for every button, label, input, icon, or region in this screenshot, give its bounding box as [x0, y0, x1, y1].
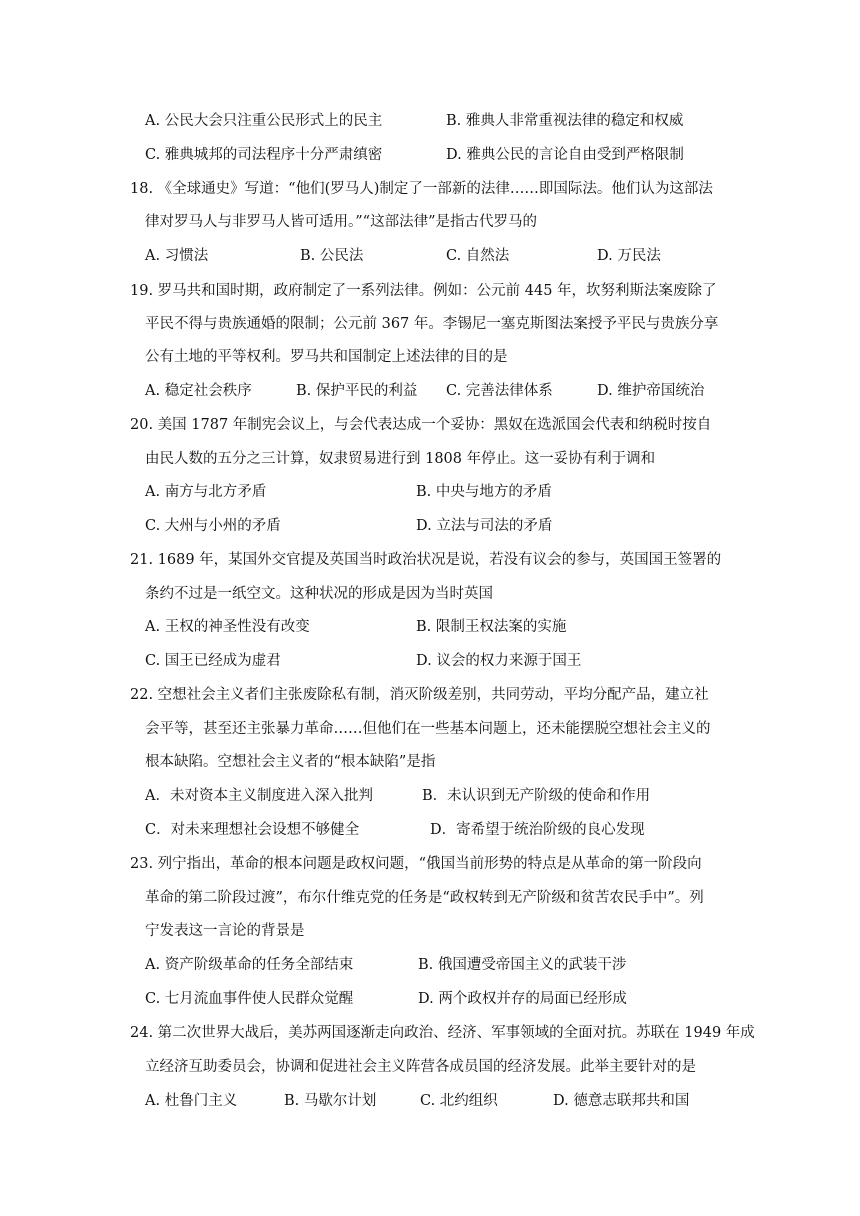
question-text: 由民人数的五分之三计算，奴隶贸易进行到 1808 年停止。这一妥协有利于调和 — [145, 451, 656, 467]
option-a: A. 稳定社会秩序 — [145, 383, 252, 399]
option-d: D．寄希望于统治阶级的良心发现 — [430, 822, 645, 838]
question-text: 公有土地的平等权利。罗马共和国制定上述法律的目的是 — [145, 349, 508, 365]
option-c: C. 国王已经成为虚君 — [145, 653, 281, 669]
question-text: 革命的第二阶段过渡”，布尔什维克党的任务是“政权转到无产阶级和贫苦农民手中”。列 — [145, 890, 704, 906]
question-text: 条约不过是一纸空文。这种状况的形成是因为当时英国 — [145, 586, 493, 602]
option-a: A. 公民大会只注重公民形式上的民主 — [145, 113, 383, 129]
option-c: C. 完善法律体系 — [446, 383, 553, 399]
option-c: C. 北约组织 — [420, 1093, 498, 1109]
question-text: 22. 空想社会主义者们主张废除私有制，消灭阶级差别，共同劳动，平均分配产品，建立社 — [130, 687, 709, 703]
question-text: 平民不得与贵族通婚的限制；公元前 367 年。李锡尼一塞克斯图法案授予平民与贵族分享 — [145, 316, 719, 332]
option-c: C. 七月流血事件使人民群众觉醒 — [145, 991, 354, 1007]
option-d: D. 德意志联邦共和国 — [553, 1093, 690, 1109]
option-a: A. 资产阶级革命的任务全部结束 — [145, 957, 354, 973]
option-b: B. 中央与地方的矛盾 — [416, 484, 552, 500]
question-text: 立经济互助委员会，协调和促进社会主义阵营各成员国的经济发展。此举主要针对的是 — [145, 1059, 696, 1075]
question-text: 律对罗马人与非罗马人皆可适用。”“这部法律”是指古代罗马的 — [145, 214, 537, 230]
option-c: C. 自然法 — [446, 248, 510, 264]
option-b: B. 公民法 — [300, 248, 364, 264]
question-text: 会平等，甚至还主张暴力革命……但他们在一些基本问题上，还未能摆脱空想社会主义的 — [145, 721, 711, 737]
question-text: 23. 列宁指出，革命的根本问题是政权问题，“俄国当前形势的特点是从革命的第一阶段向 — [130, 856, 702, 872]
option-d: D. 雅典公民的言论自由受到严格限制 — [446, 147, 684, 163]
option-d: D. 两个政权并存的局面已经形成 — [418, 991, 627, 1007]
option-d: D. 立法与司法的矛盾 — [416, 518, 553, 534]
option-b: B. 俄国遭受帝国主义的武装干涉 — [418, 957, 627, 973]
question-text: 宁发表这一言论的背景是 — [145, 923, 305, 939]
question-text: 18. 《全球通史》写道：“他们(罗马人)制定了一部新的法律……即国际法。他们认为这部法 — [130, 181, 713, 197]
option-b: B. 雅典人非常重视法律的稳定和权威 — [446, 113, 684, 129]
option-a: A. 南方与北方矛盾 — [145, 484, 267, 500]
option-b: B．未认识到无产阶级的使命和作用 — [422, 788, 651, 804]
option-b: B. 保护平民的利益 — [296, 383, 418, 399]
option-d: D. 维护帝国统治 — [597, 383, 705, 399]
option-c: C. 雅典城邦的司法程序十分严肃缜密 — [145, 147, 383, 163]
option-c: C．对未来理想社会设想不够健全 — [145, 822, 360, 838]
option-a: A. 杜鲁门主义 — [145, 1093, 238, 1109]
option-a: A. 习惯法 — [145, 248, 209, 264]
question-text: 21. 1689 年，某国外交官提及英国当时政治状况是说，若没有议会的参与，英国国王签署的 — [130, 552, 722, 568]
question-text: 24. 第二次世界大战后，美苏两国逐渐走向政治、经济、军事领域的全面对抗。苏联在 1949 年成 — [130, 1025, 755, 1041]
option-b: B. 马歇尔计划 — [284, 1093, 377, 1109]
option-c: C. 大州与小州的矛盾 — [145, 518, 281, 534]
option-a: A．未对资本主义制度进入深入批判 — [145, 788, 373, 804]
question-text: 19. 罗马共和国时期，政府制定了一系列法律。例如：公元前 445 年，坎努利斯法案废除了 — [130, 283, 717, 299]
option-d: D. 议会的权力来源于国王 — [416, 653, 582, 669]
option-b: B. 限制王权法案的实施 — [416, 619, 567, 635]
option-d: D. 万民法 — [597, 248, 661, 264]
question-text: 20. 美国 1787 年制宪会议上，与会代表达成一个妥协：黑奴在选派国会代表和纳税时按自 — [130, 417, 712, 433]
question-text: 根本缺陷。空想社会主义者的“根本缺陷”是指 — [145, 754, 436, 770]
option-a: A. 王权的神圣性没有改变 — [145, 619, 310, 635]
